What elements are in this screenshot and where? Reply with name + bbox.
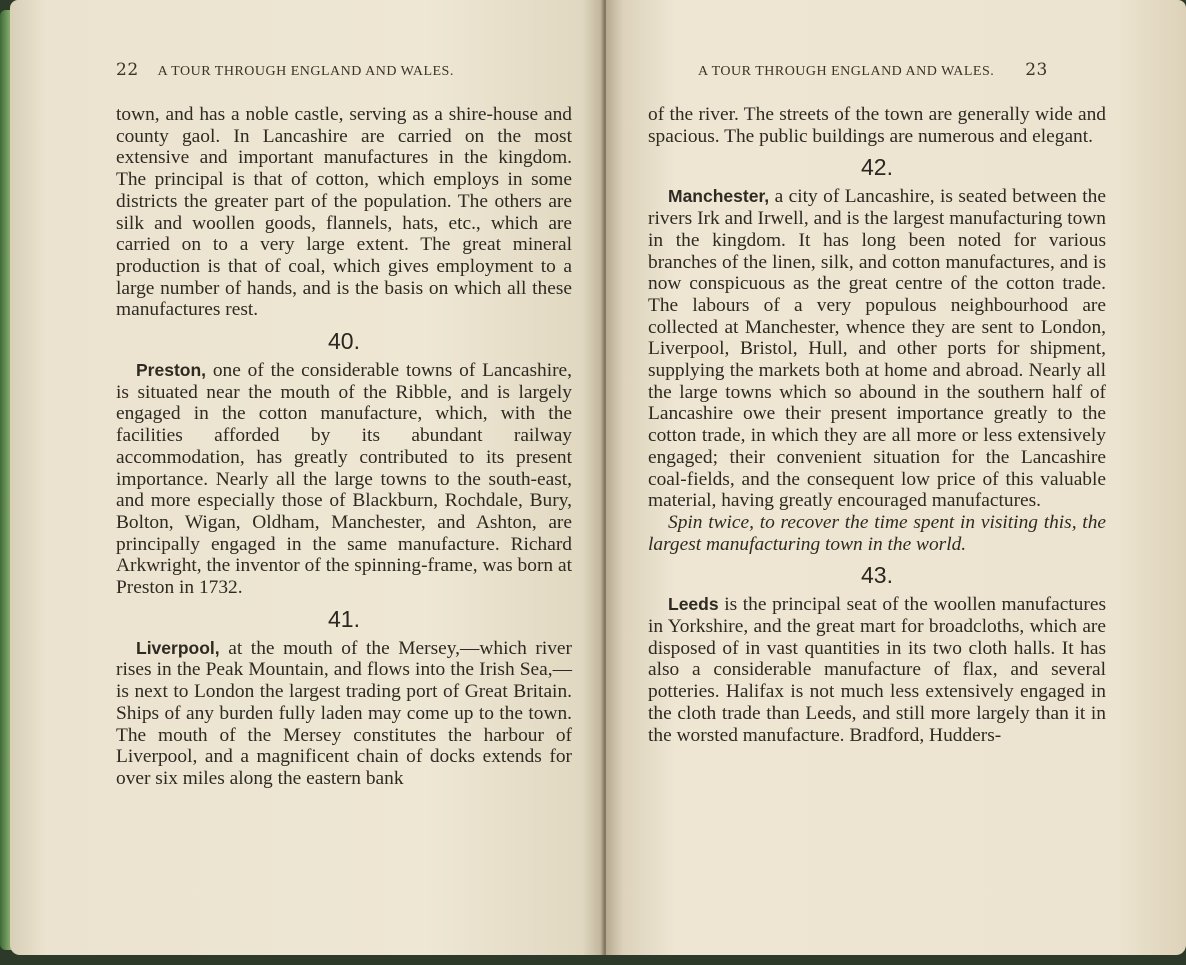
section-number-41: 41. <box>328 605 360 632</box>
left-page-header <box>116 60 454 80</box>
section-41-text: at the mouth of the Mersey,—which river rises in the Peak Mountain, and flows into the Irish Sea,—is next to London the largest trading port of Great Britain. Ships of any burden fully laden may come up to the town. The mouth of the Mersey constitutes the harbour of Liverpool, and a magnificent chain of docks extends for over six miles along the eastern bank <box>116 637 572 789</box>
section-42-lead: Manchester, <box>668 186 770 207</box>
section-number-43: 43. <box>861 562 893 589</box>
left-page-number: 22 <box>116 60 139 80</box>
section-40-paragraph <box>116 360 572 599</box>
right-text-column <box>648 104 1106 746</box>
section-42-paragraph <box>648 186 1106 512</box>
section-43-paragraph <box>648 594 1106 746</box>
left-text-column <box>116 104 572 790</box>
right-page <box>606 0 1186 955</box>
section-42-text: a city of Lancashire, is seated between the rivers Irk and Irwell, and is the largest manufacturing town in the kingdom. It has long been noted for various branches of the linen, silk, and cotton manufactures, and is now conspicuous as the great centre of the cotton trade. The labours of a very populous neighbourhood are collected at Manchester, whence they are sent to London, Liverpool, Bristol, Hull, and other ports for shipment, supplying the markets both at home and abroad. Nearly all the large towns which so abound in the southern half of Lancashire owe their present importance greatly to the cotton trade, in which they are all more or less extensively engaged; their convenient situation for the Lancashire coal-fields, and the consequent low price of this valuable material, having greatly encouraged manufactures. <box>648 186 1106 512</box>
section-43-text: is the principal seat of the woollen manufactures in Yorkshire, and the great mart for broadcloths, which are disposed of in vast quantities in its two cloth halls. It has also a considerable manufacture of flax, and several potteries. Halifax is not much less extensively engaged in the cloth trade than Leeds, and still more largely than it in the worsted manufacture. Bradford, Hudders- <box>648 594 1106 746</box>
left-running-head: A TOUR THROUGH ENGLAND AND WALES. <box>157 64 454 79</box>
right-page-header <box>698 60 1048 80</box>
section-number-40: 40. <box>328 328 360 355</box>
section-43-lead: Leeds <box>668 594 719 615</box>
section-41-lead: Liverpool, <box>136 637 220 658</box>
section-42-italic-note: Spin twice, to recover the time spent in visiting this, the largest manufacturing town in the world. <box>648 511 1106 555</box>
section-41-paragraph <box>116 638 572 790</box>
right-running-head: A TOUR THROUGH ENGLAND AND WALES. <box>698 64 995 79</box>
section-40-lead: Preston, <box>136 360 207 381</box>
right-continuation-paragraph: of the river. The streets of the town are generally wide and spacious. The public buildings are numerous and elegant. <box>648 104 1106 147</box>
left-page <box>10 0 606 955</box>
left-continuation-paragraph: town, and has a noble castle, serving as a shire-house and county gaol. In Lancashire are carried on the most extensive and important manufactures in the kingdom. The principal is that of cotton, which employs in some districts the greater part of the population. The others are silk and woollen goods, flannels, hats, etc., which are carried on to a very large extent. The great mineral production is that of coal, which gives employment to a large number of hands, and is the basis on which all these manufactures rest. <box>116 104 572 321</box>
right-page-number: 23 <box>1025 60 1048 80</box>
section-40-text: one of the considerable towns of Lancashire, is situated near the mouth of the Ribble, and is largely engaged in the cotton manufacture, which, with the facilities afforded by its abundant railway accommodation, has greatly contributed to its present importance. Nearly all the large towns to the south-east, and more especially those of Blackburn, Rochdale, Bury, Bolton, Wigan, Oldham, Manchester, and Ashton, are principally engaged in the same manufacture. Richard Arkwright, the inventor of the spinning-frame, was born at Preston in 1732. <box>116 360 572 599</box>
section-number-42: 42. <box>861 154 893 181</box>
